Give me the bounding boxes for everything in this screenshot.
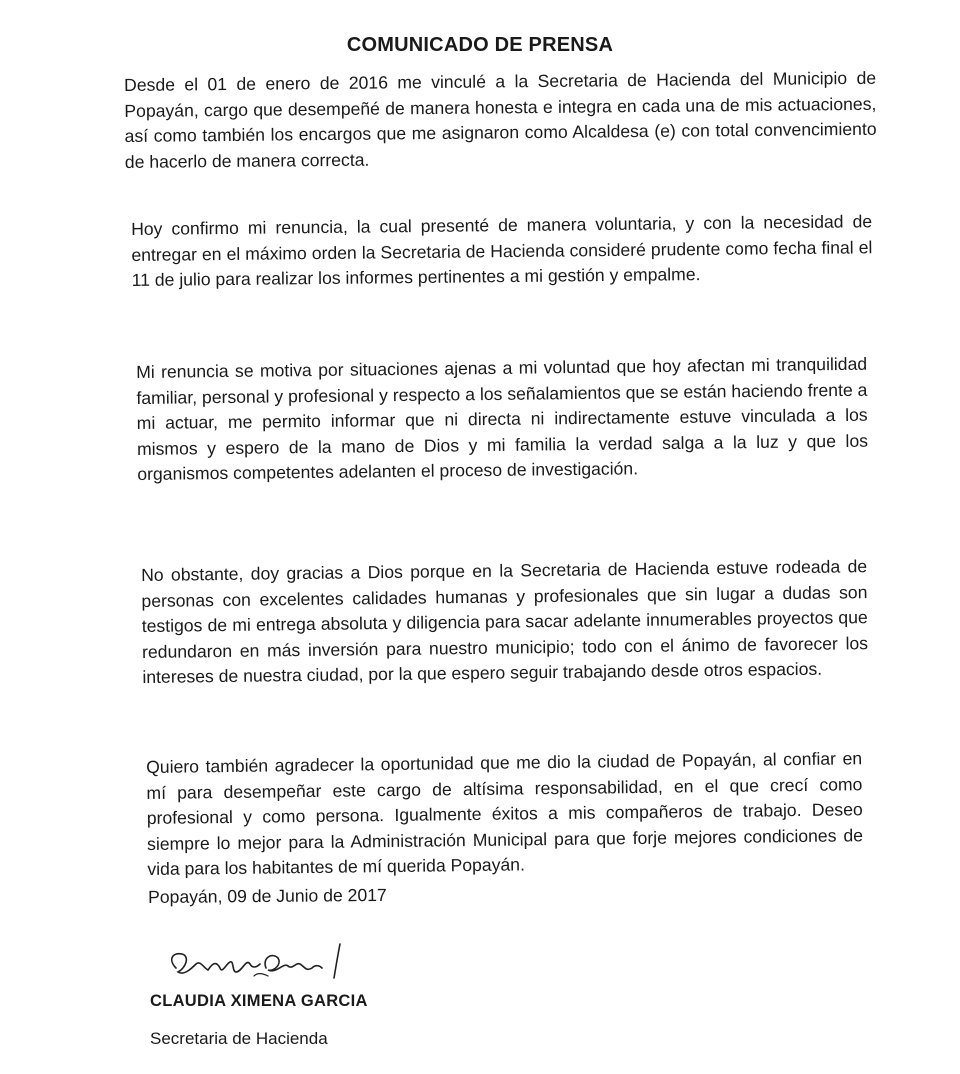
handwritten-signature (164, 938, 364, 998)
paragraph-gratitude-city: Quiero también agradecer la oportunidad que me dio la ciudad de Popayán, al confiar en mí para desempeñar este cargo de altísima responsabilidad, en el que crecí como profesional y como persona. Igualmente éxitos a mis compañeros de trabajo. Deseo siempre lo mejor para la Administración Municipal para que forje mejores condiciones de vida para los habitantes de mí querida Popayán. (146, 748, 864, 879)
paragraph-resignation: Hoy confirmo mi renuncia, la cual presenté de manera voluntaria, y con la necesidad de entregar en el máximo orden la Secretaria de Hacienda consideré prudente como fecha final el 11 de julio para realizar los informes pertinentes a mi gestión y empalme. (131, 211, 873, 290)
date-line: Popayán, 09 de Junio de 2017 (148, 884, 387, 907)
signer-role: Secretaria de Hacienda (150, 1029, 328, 1048)
paragraph-motivation: Mi renuncia se motiva por situaciones ajenas a mi voluntad que hoy afectan mi tranquilidad familiar, personal y profesional y respecto a los señalamientos que se están haciendo frente a mi actuar, me permito informar que ni directa ni indirectamente estuve vinculada a los mismos y espero de la mano de Dios y mi familia la verdad salga a la luz y que los organismos competentes adelanten el proceso de investigación. (136, 353, 869, 484)
signer-name: CLAUDIA XIMENA GARCIA (150, 992, 368, 1010)
paragraph-gratitude-team: No obstante, doy gracias a Dios porque en la Secretaria de Hacienda estuve rodeada de personas con excelentes calidades humanas y profesionales que sin lugar a dudas son testigos de mi entrega absoluta y diligencia para sacar adelante innumerables proyectos que redundaron en más inversión para nuestro municipio; todo con el ánimo de favorecer los intereses de nuestra ciudad, por la que espero seguir trabajando desde otros espacios. (141, 556, 869, 687)
document-title: COMUNICADO DE PRENSA (346, 34, 614, 56)
paragraph-appointment: Desde el 01 de enero de 2016 me vinculé a la Secretaria de Hacienda del Municipio de Popayán, cargo que desempeñé de manera honesta e integra en cada una de mis actuaciones, así como también los encargos que me asignaron como Alcaldesa (e) con total convencimiento de hacerlo de manera correcta. (124, 67, 877, 172)
